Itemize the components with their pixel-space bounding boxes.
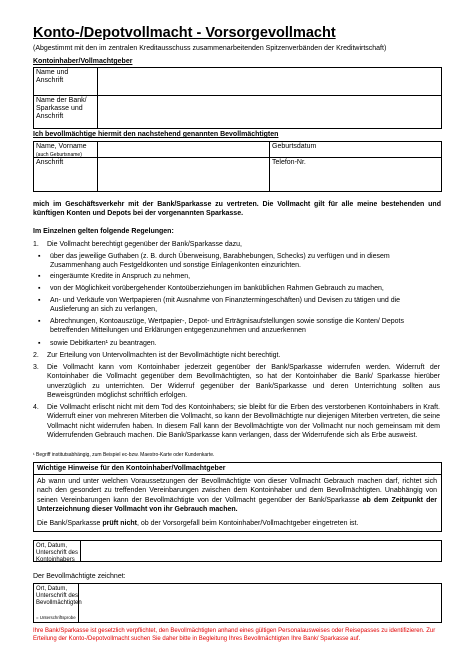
agent-signature-label: Ort, Datum, Unterschrift des Bevollmächtigten (36, 586, 82, 606)
main-statement: mich im Geschäftsverkehr mit der Bank/Sparkasse zu vertreten. Die Vollmacht gilt für alle meine bestehenden und künftigen Konten und Depots bei der vorgenannten Sparkasse. (33, 201, 441, 218)
holder-name-field[interactable] (98, 68, 441, 95)
agent-birthdate-label: Geburtsdatum (272, 143, 317, 150)
agent-signature-sublabel: = Unterschriftsprobe (36, 615, 76, 620)
holder-bank-field[interactable] (98, 96, 441, 128)
holder-bank-label: Name der Bank/ Sparkasse und Anschrift (36, 97, 87, 120)
holder-name-label: Name und Anschrift (36, 69, 69, 84)
holder-signature-label: Ort, Datum, Unterschrift des Kontoinhabers (36, 543, 79, 563)
holder-signature-field[interactable] (81, 541, 441, 561)
holder-heading: Kontoinhaber/Vollmachtgeber (33, 58, 133, 65)
agent-address-label: Anschrift (36, 159, 64, 166)
holder-signature-box (33, 540, 442, 562)
agent-sign-heading: Der Bevollmächtigte zeichnet: (33, 573, 126, 580)
agent-name-field[interactable] (98, 142, 269, 157)
agent-table (33, 141, 442, 192)
legal-warning: Ihre Bank/Sparkasse ist gesetzlich verpflichtet, den Bevollmächtigten anhand eines gültigen Personalausweises oder Reisepasses zu identifizieren. Zur Erteilung der Konto-/Depotvollmacht suchen Sie daher bitte in Begleitung Ihres Bevollmächtigten Ihre Bank/ Sparkasse auf. (33, 628, 436, 642)
agent-name-sublabel: (auch Geburtsname) (36, 152, 82, 158)
agent-phone-label: Telefon-Nr. (272, 159, 306, 166)
notice-paragraph-1: Ab wann und unter welchen Voraussetzungen der Bevollmächtigte von dieser Vollmacht Gebrauch machen darf, richtet sich nach den gesondert zu treffenden Vereinbarungen zwischen dem Kontoinhaber und dem Bevollmächtigten. Unabhängig von seinen Vereinbarungen kann der Bevollmächtigte von der Vollmacht gegenüber der Bank/Sparkasse ab dem Zeitpunkt der Unterzeichnung dieser Vollmacht von ihr Gebrauch machen. (37, 478, 437, 513)
rules-heading: Im Einzelnen gelten folgende Regelungen: (33, 228, 174, 235)
agent-name-label: Name, Vorname (auch Geburtsname) (36, 143, 87, 158)
agent-signature-field[interactable] (79, 584, 441, 622)
holder-table (33, 67, 442, 129)
document-title: Konto-/Depotvollmacht - Vorsorgevollmacht (33, 25, 336, 41)
notice-heading: Wichtige Hinweise für den Kontoinhaber/Vollmachtgeber (37, 465, 226, 472)
notice-paragraph-2: Die Bank/Sparkasse prüft nicht, ob der Vorsorgefall beim Kontoinhaber/Vollmachtgeber eingetreten ist. (37, 520, 359, 527)
agent-signature-box (33, 583, 442, 623)
notice-box (33, 462, 442, 532)
footnote: ¹ Begriff institutsabhängig, zum Beispiel ec-bzw. Maestro-Karte oder Kundenkarte. (33, 452, 215, 458)
grant-heading: Ich bevollmächtige hiermit den nachstehend genannten Bevollmächtigten (33, 131, 279, 138)
agent-address-field[interactable] (98, 158, 269, 191)
document-subtitle: (Abgestimmt mit den im zentralen Kreditausschuss zusammenarbeitenden Spitzenverbänden der Kreditwirtschaft) (33, 45, 387, 52)
